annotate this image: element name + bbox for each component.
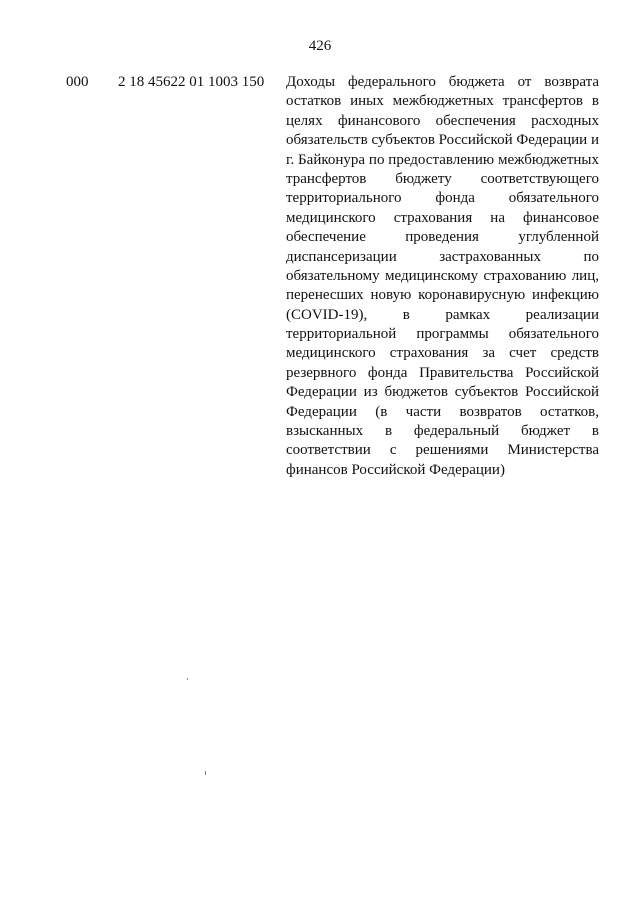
description-line: территориальной программы обязательного <box>286 326 599 343</box>
description-line: перенесших новую коронавирусную инфекцию <box>286 287 599 304</box>
budget-classification-code: 2 18 45622 01 1003 150 <box>118 74 265 90</box>
description-line: финансов Российской Федерации) <box>286 461 505 478</box>
description-line: диспансеризации застрахованных по <box>286 248 599 265</box>
description-line: обязательному медицинскому страхованию лиц, <box>286 267 599 284</box>
description-line: остатков иных межбюджетных трансфертов в <box>286 93 599 110</box>
scan-speck <box>205 771 206 775</box>
description-line: территориального фонда обязательного <box>286 190 599 207</box>
description-line: взысканных в федеральный бюджет в <box>286 423 599 440</box>
description-line: соответствии с решениями Министерства <box>286 442 599 459</box>
description-line: Доходы федерального бюджета от возврата <box>286 74 599 90</box>
description-line: резервного фонда Правительства Российской <box>286 364 599 381</box>
description-line: обеспечение проведения углубленной <box>286 229 599 246</box>
administrator-code: 000 <box>66 74 89 90</box>
page-number: 426 <box>308 38 332 54</box>
description-line: медицинского страхования на финансовое <box>286 209 599 226</box>
description-line: Федерации (в части возвратов остатков, <box>286 403 599 420</box>
description-line: медицинского страхования за счет средств <box>286 345 599 362</box>
description-line: целях финансового обеспечения расходных <box>286 112 599 129</box>
description-line: обязательств субъектов Российской Федерации и <box>286 132 599 149</box>
description-line: Федерации из бюджетов субъектов Российской <box>286 384 599 401</box>
description-line: г. Байконура по предоставлению межбюджетных <box>286 151 599 168</box>
description-line: (COVID-19), в рамках реализации <box>286 306 599 323</box>
income-description <box>286 73 599 480</box>
scan-speck <box>187 678 188 680</box>
description-line: трансфертов бюджету соответствующего <box>286 170 599 187</box>
